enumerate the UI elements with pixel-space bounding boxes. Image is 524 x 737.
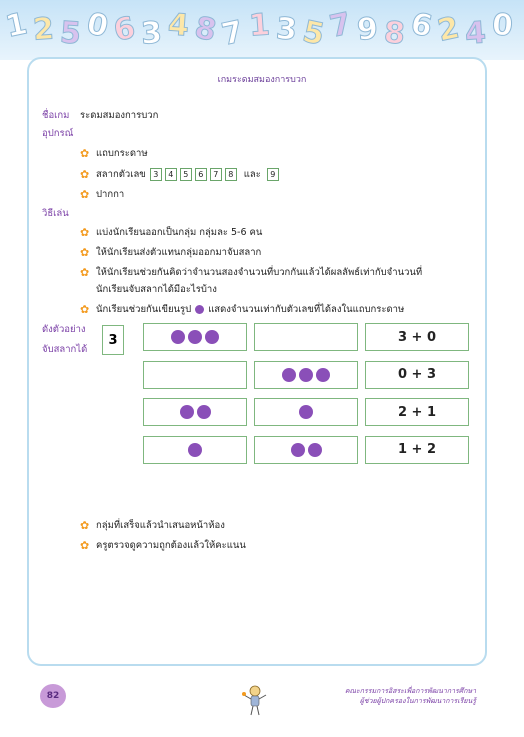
purple-dot: [291, 443, 305, 457]
left-dots-cell: [143, 398, 247, 426]
flower-bullet-icon: ✿: [80, 303, 90, 316]
number-tag: 9: [267, 168, 279, 181]
footer-line-2: ผู้ช่วยผู้ปกครองในการพัฒนาการเรียนรู้: [359, 697, 476, 705]
step-text: แสดงจำนวนเท่ากับตัวเลขที่ได้ลงในแถบกระดาษ: [208, 304, 405, 315]
purple-dot: [188, 443, 202, 457]
banner-digit: 1: [247, 7, 272, 44]
page-title: เกมระดมสมองการบวก: [217, 75, 307, 85]
step-text: แบ่งนักเรียนออกเป็นกลุ่ม กลุ่มละ 5-6 คน: [96, 227, 263, 238]
picked-number-card: 3: [102, 325, 124, 355]
picked-label: จับสลากได้: [42, 344, 88, 355]
number-tag: 4: [165, 168, 177, 181]
flower-bullet-icon: ✿: [80, 266, 90, 279]
flower-bullet-icon: ✿: [80, 539, 90, 552]
equation-cell: [365, 398, 469, 426]
banner-digit: 7: [218, 14, 247, 53]
equipment-item-text: สลากตัวเลข: [96, 169, 146, 180]
step-text: ให้นักเรียนช่วยกันคิดว่าจำนวนสองจำนวนที่บวกกันแล้วได้ผลลัพธ์เท่ากับจำนวนที่: [96, 267, 423, 278]
purple-dot: [180, 405, 194, 419]
number-tag: 6: [195, 168, 207, 181]
flower-bullet-icon: ✿: [80, 226, 90, 239]
purple-dot: [197, 405, 211, 419]
banner-digit: 5: [299, 14, 328, 53]
banner-digit: 1: [2, 6, 31, 45]
left-dots-cell: [143, 361, 247, 389]
right-dots-cell: [254, 323, 358, 351]
purple-dot: [282, 368, 296, 382]
number-tag: 7: [210, 168, 222, 181]
step-text: กลุ่มที่เสร็จแล้วนำเสนอหน้าห้อง: [96, 520, 225, 531]
banner-digit: 0: [490, 7, 515, 44]
right-dots-cell: [254, 436, 358, 464]
equation-cell: [365, 323, 469, 351]
game-name-value: ระดมสมองการบวก: [80, 110, 159, 121]
banner-digit: 0: [83, 6, 112, 45]
banner-digit: 2: [31, 11, 56, 48]
footer-line-1: คณะกรรมการอิสระเพื่อการพัฒนาการศึกษา: [344, 687, 476, 695]
purple-dot: [205, 330, 219, 344]
banner-digit: 9: [355, 11, 380, 48]
banner-digit: 2: [434, 10, 463, 49]
equation-text: 3 + 0: [397, 329, 437, 345]
equation-text: 0 + 3: [397, 367, 437, 382]
banner-digit: 4: [166, 7, 191, 44]
footer-credit: [316, 686, 476, 706]
equation-cell: [365, 361, 469, 389]
equipment-item-2: [80, 167, 282, 182]
equipment-item-3: [80, 187, 124, 202]
purple-dot: [188, 330, 202, 344]
howto-label: วิธีเล่น: [42, 208, 69, 219]
equation-text: 2 + 1: [397, 404, 437, 420]
banner-digit: 7: [326, 6, 355, 45]
purple-dot: [308, 443, 322, 457]
banner-digit: 6: [110, 10, 139, 49]
flower-bullet-icon: ✿: [80, 519, 90, 532]
number-tag: 3: [150, 168, 162, 181]
example-label: ดังตัวอย่าง: [42, 324, 86, 335]
number-tags: [150, 168, 240, 181]
howto-step-3-line-2: นักเรียนจับสลากได้มีอะไรบ้าง: [96, 284, 217, 295]
right-dots-cell: [254, 398, 358, 426]
howto-step-3: [80, 265, 422, 280]
purple-dot: [299, 405, 313, 419]
banner-digit: 5: [58, 15, 83, 52]
mascot-icon: [240, 683, 270, 717]
banner-digit: 8: [382, 15, 407, 52]
equipment-item-text: แถบกระดาษ: [96, 148, 148, 159]
equation-cell: [365, 436, 469, 464]
howto-step-2: [80, 245, 261, 260]
purple-dot: [316, 368, 330, 382]
and-word: และ: [243, 169, 261, 180]
equipment-item-text: ปากกา: [96, 189, 125, 200]
step-text: ครูตรวจดูความถูกต้องแล้วให้คะแนน: [96, 540, 246, 551]
banner-digit: 4: [463, 15, 488, 52]
purple-dot-icon: [195, 305, 204, 314]
right-dots-cell: [254, 361, 358, 389]
left-dots-cell: [143, 323, 247, 351]
purple-dot: [299, 368, 313, 382]
flower-bullet-icon: ✿: [80, 188, 90, 201]
equation-text: 1 + 2: [397, 442, 437, 457]
banner-digit: 6: [407, 6, 436, 45]
closing-step-2: [80, 538, 246, 553]
left-dots-cell: [143, 436, 247, 464]
header-banner: [0, 0, 524, 60]
number-tag: 8: [225, 168, 237, 181]
flower-bullet-icon: ✿: [80, 168, 90, 181]
step-text: นักเรียนช่วยกันเขียนรูป: [96, 304, 192, 315]
step-text: ให้นักเรียนส่งตัวแทนกลุ่มออกมาจับสลาก: [96, 247, 262, 258]
purple-dot: [171, 330, 185, 344]
page-number: 82: [40, 684, 66, 708]
equipment-item-1: [80, 146, 148, 161]
number-tag: 5: [180, 168, 192, 181]
howto-step-1: [80, 225, 262, 240]
closing-step-1: [80, 518, 225, 533]
flower-bullet-icon: ✿: [80, 246, 90, 259]
banner-digit: 3: [139, 15, 164, 52]
equipment-label: อุปกรณ์: [42, 128, 74, 139]
banner-digit: 8: [191, 10, 220, 49]
game-name-label: ชื่อเกม: [42, 110, 70, 121]
flower-bullet-icon: ✿: [80, 147, 90, 160]
banner-digit: 3: [274, 11, 299, 48]
howto-step-4: [80, 302, 404, 317]
